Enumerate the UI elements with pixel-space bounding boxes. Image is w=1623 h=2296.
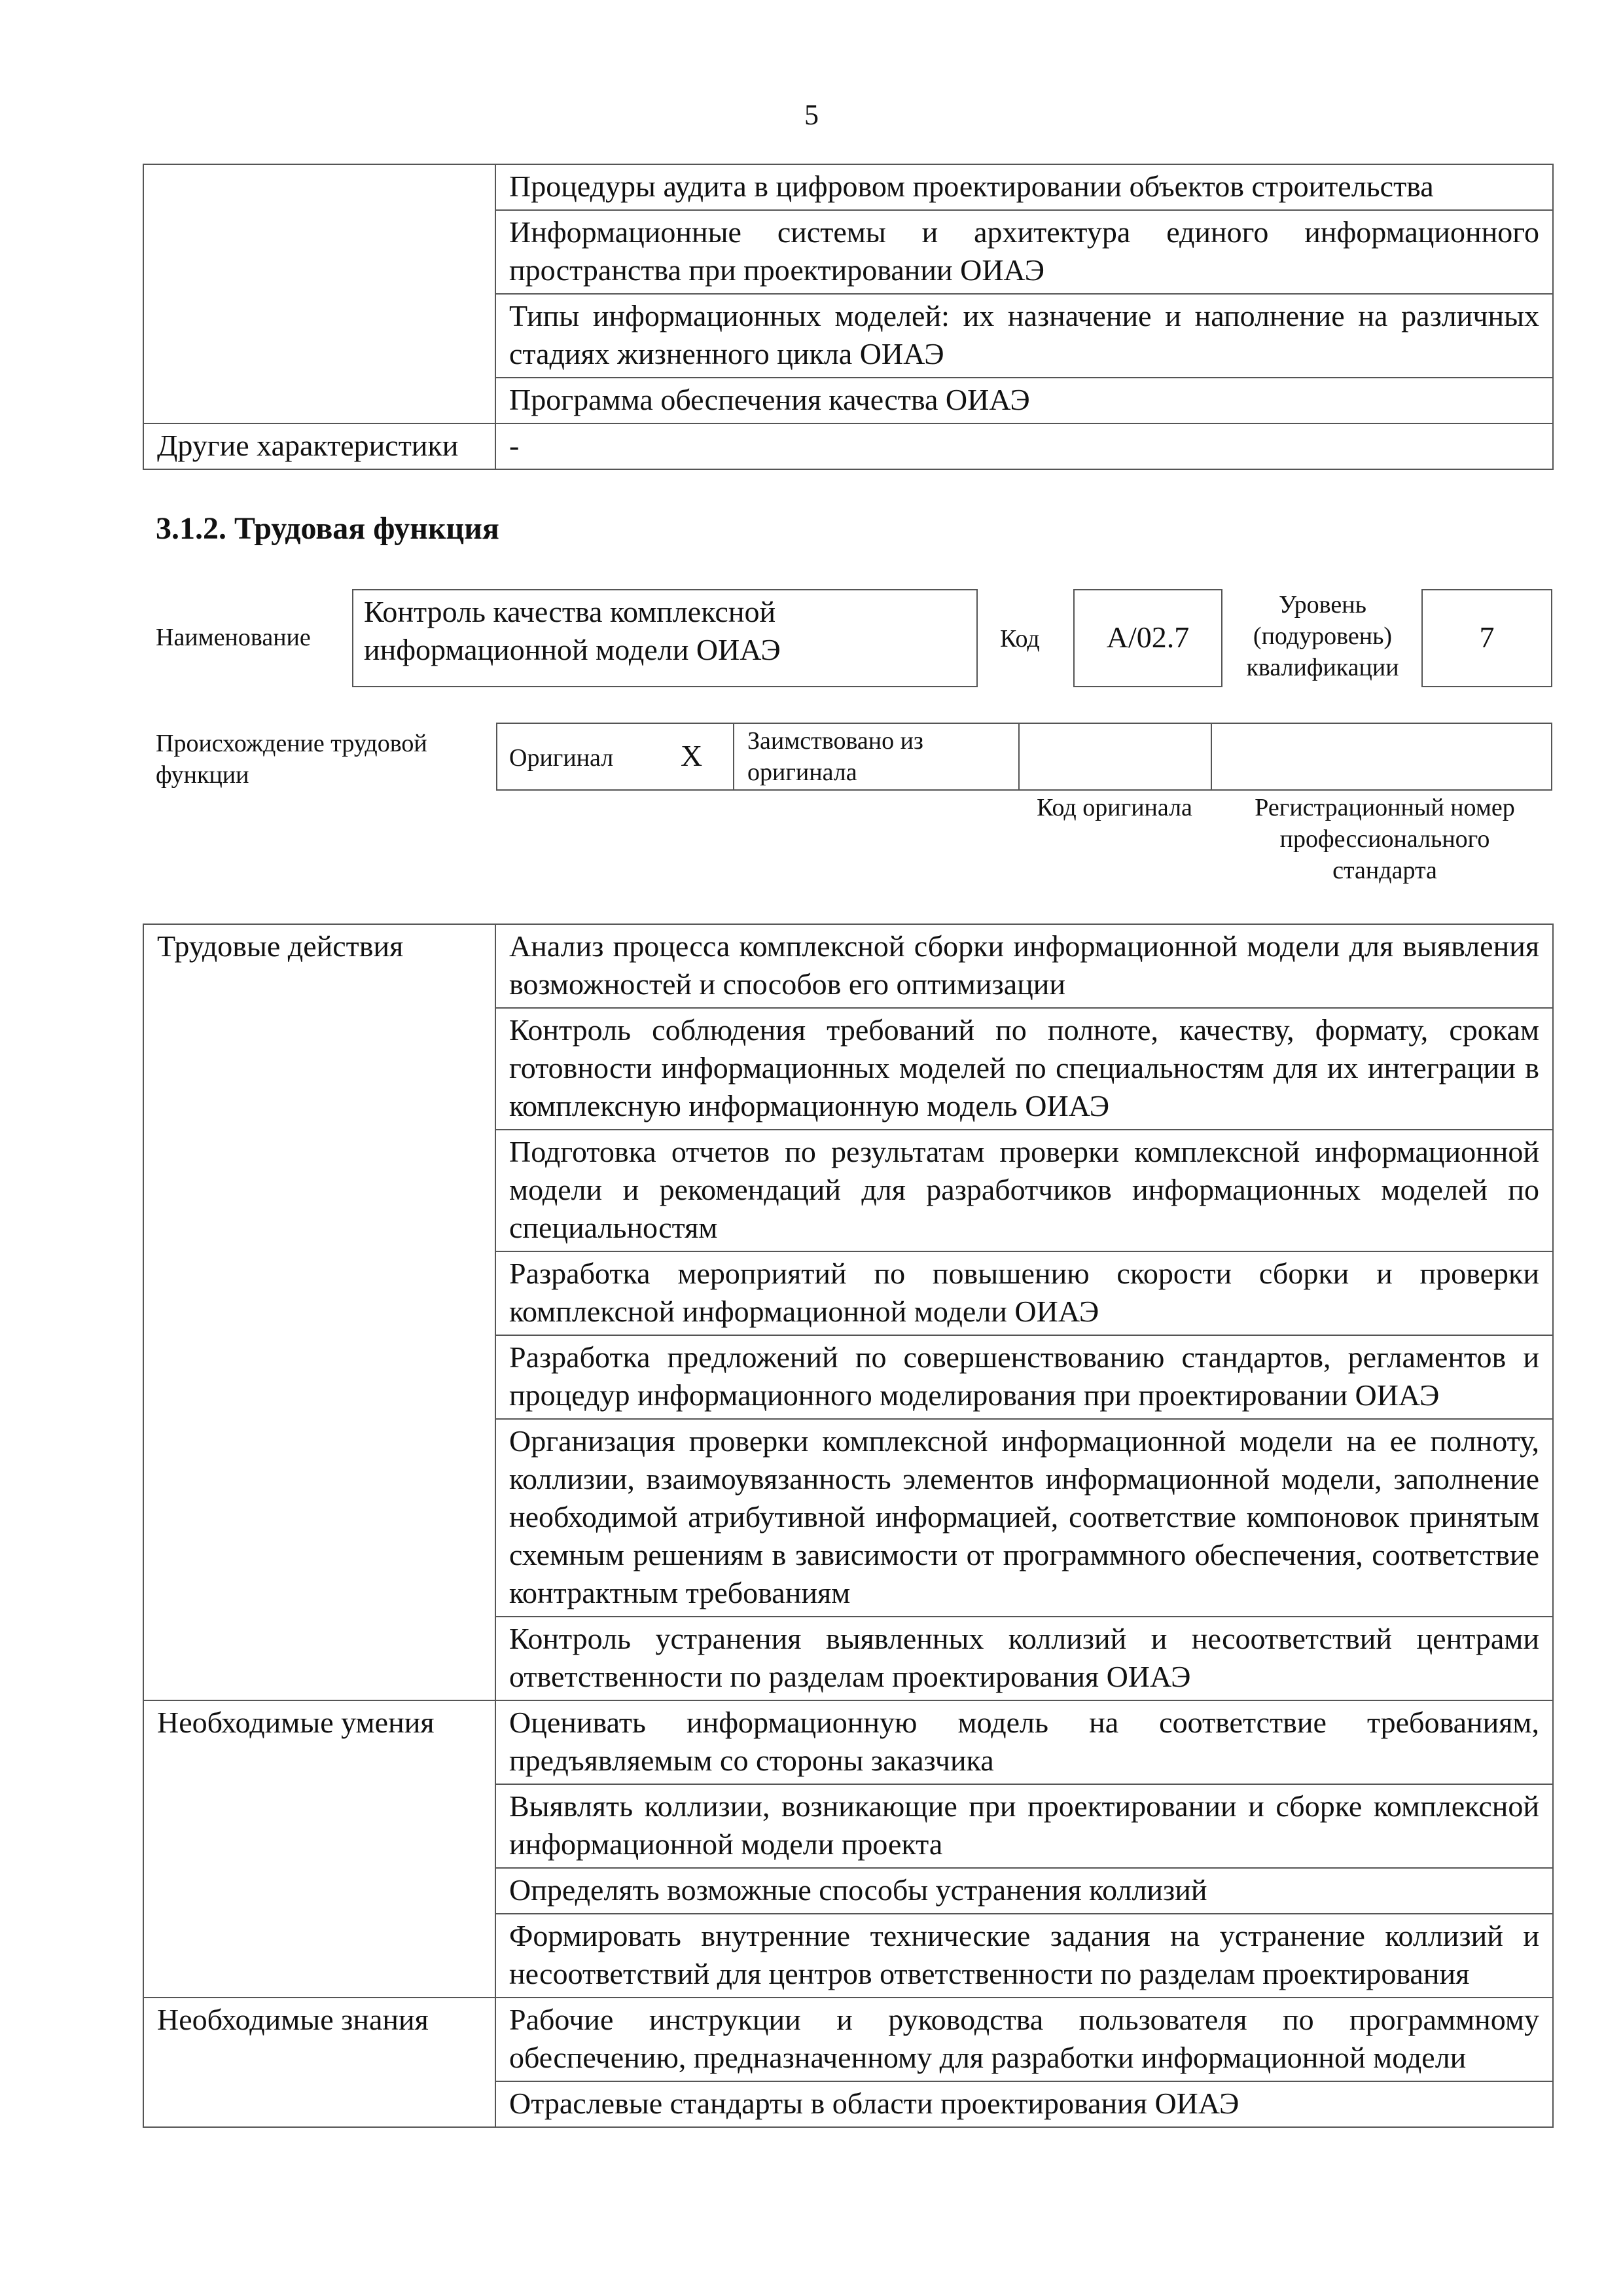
origin-label: Происхождение трудовой функции xyxy=(156,730,427,789)
knowledge-item: Отраслевые стандарты в области проектирования ОИАЭ xyxy=(495,2081,1553,2127)
knowledge-item: Процедуры аудита в цифровом проектировании объектов строительства xyxy=(495,164,1553,210)
name-label: Наименование xyxy=(156,624,311,651)
knowledge-continuation-table xyxy=(143,164,1554,470)
origin-divider xyxy=(733,723,734,791)
name-value: Контроль качества комплексной информационной модели ОИАЭ xyxy=(364,595,781,666)
table-row xyxy=(143,1998,1553,2081)
skill-item: Выявлять коллизии, возникающие при проектировании и сборке комплексной информационной модели проекта xyxy=(495,1784,1553,1868)
knowledge-item: Информационные системы и архитектура единого информационного пространства при проектировании ОИАЭ xyxy=(495,210,1553,294)
origin-divider xyxy=(1211,723,1212,791)
knowledge-item: Программа обеспечения качества ОИАЭ xyxy=(495,378,1553,423)
level-value: 7 xyxy=(1479,620,1495,654)
code-label: Код xyxy=(1000,625,1040,653)
original-label: Оригинал xyxy=(509,744,614,772)
table-row xyxy=(143,164,1553,210)
skill-item: Формировать внутренние технические задания на устранение коллизий и несоответствий для центров ответственности по разделам проектирования xyxy=(495,1914,1553,1998)
labor-action-item: Анализ процесса комплексной сборки информационной модели для выявления возможностей и способов его оптимизации xyxy=(495,924,1553,1008)
labor-action-item: Контроль устранения выявленных коллизий и несоответствий центрами ответственности по разделам проектирования ОИАЭ xyxy=(495,1617,1553,1700)
labor-function-table xyxy=(143,924,1554,2128)
section-title: 3.1.2. Трудовая функция xyxy=(156,511,499,546)
skill-item: Оценивать информационную модель на соответствие требованиям, предъявляемым со стороны заказчика xyxy=(495,1700,1553,1784)
code-original-label: Код оригинала xyxy=(1037,794,1192,821)
labor-action-item: Разработка мероприятий по повышению скорости сборки и проверки комплексной информационной модели ОИАЭ xyxy=(495,1251,1553,1335)
labor-actions-label: Трудовые действия xyxy=(143,924,495,1700)
origin-box xyxy=(496,723,1552,791)
row-label-other-characteristics: Другие характеристики xyxy=(143,423,495,469)
borrowed-label: Заимствовано из оригинала xyxy=(747,727,923,786)
labor-action-item: Организация проверки комплексной информационной модели на ее полноту, коллизии, взаимоувязанность элементов информационной модели, заполнение необходимой атрибутивной информацией, соответствие компоновок принятым схемным решениям в зависимости от программного обеспечения, соответствие контрактным требованиям xyxy=(495,1419,1553,1617)
skill-item: Определять возможные способы устранения коллизий xyxy=(495,1868,1553,1914)
reg-number-label: Регистрационный номер профессионального стандарта xyxy=(1255,794,1515,884)
table-row xyxy=(143,1700,1553,1784)
table-row xyxy=(143,924,1553,1008)
other-characteristics-value: - xyxy=(495,423,1553,469)
required-skills-label: Необходимые умения xyxy=(143,1700,495,1998)
labor-action-item: Подготовка отчетов по результатам проверки комплексной информационной модели и рекомендаций для разработчиков информационных моделей по специальностям xyxy=(495,1130,1553,1251)
knowledge-item: Типы информационных моделей: их назначение и наполнение на различных стадиях жизненного цикла ОИАЭ xyxy=(495,294,1553,378)
labor-action-item: Контроль соблюдения требований по полноте, качеству, формату, срокам готовности информационных моделей по специальностям для их интеграции в комплексную информационную модель ОИАЭ xyxy=(495,1008,1553,1130)
labor-action-item: Разработка предложений по совершенствованию стандартов, регламентов и процедур информационного моделирования при проектировании ОИАЭ xyxy=(495,1335,1553,1419)
knowledge-item: Рабочие инструкции и руководства пользователя по программному обеспечению, предназначенному для разработки информационной модели xyxy=(495,1998,1553,2081)
original-mark: X xyxy=(681,739,703,772)
origin-divider xyxy=(1018,723,1020,791)
page-number: 5 xyxy=(804,99,819,131)
level-label: Уровень (подуровень) квалификации xyxy=(1246,591,1399,681)
required-knowledge-label: Необходимые знания xyxy=(143,1998,495,2127)
row-label-empty xyxy=(143,164,495,423)
table-row xyxy=(143,423,1553,469)
code-value: А/02.7 xyxy=(1106,620,1190,654)
